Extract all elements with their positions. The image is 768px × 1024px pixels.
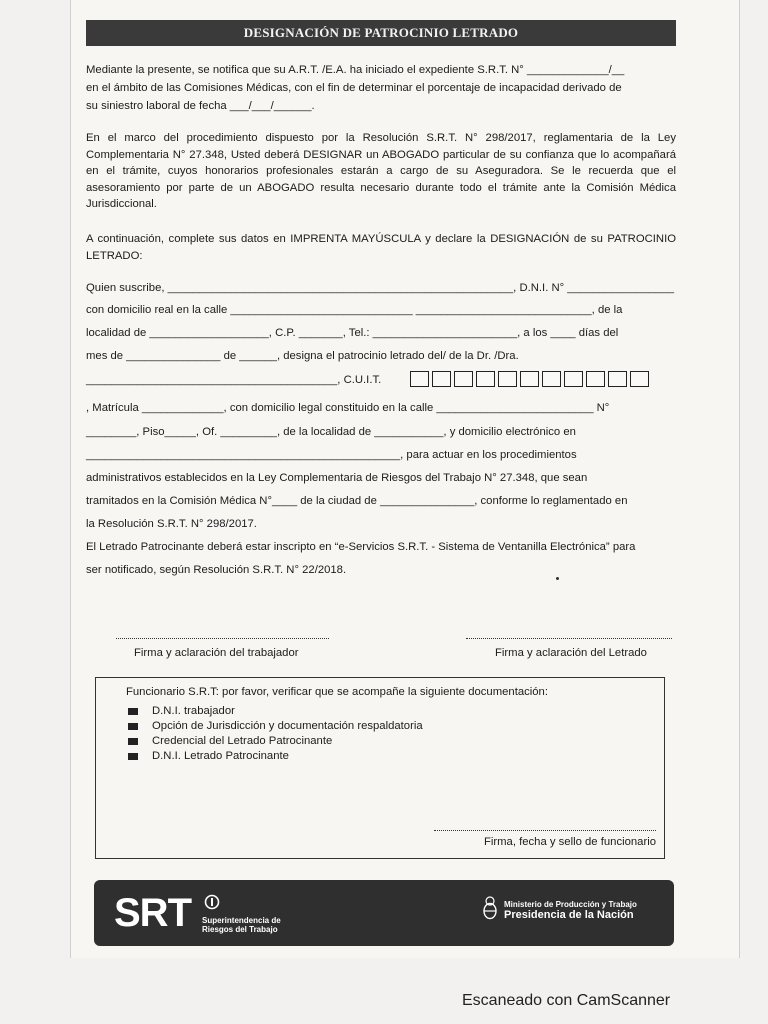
form-line-eservices: El Letrado Patrocinante deberá estar inscripto en “e-Servicios S.R.T. - Sistema de Ventanilla Electrónica” para <box>86 541 636 553</box>
cuit-digit-box[interactable] <box>542 371 561 387</box>
form-line-name: Quien suscribe, _______________________________________________________, D.N.I. N° _________________ <box>86 282 675 294</box>
form-line-piso: ________, Piso_____, Of. _________, de la localidad de ___________, y domicilio electrónico en <box>86 426 576 438</box>
checkbox-square-icon[interactable] <box>128 738 138 745</box>
form-line-resolution: la Resolución S.R.T. N° 298/2017. <box>86 518 257 530</box>
ministry-name <box>504 900 637 920</box>
footer-banner <box>94 880 674 946</box>
instructions-paragraph: A continuación, complete sus datos en IMPRENTA MAYÚSCULA y declare la DESIGNACIÓN de su PATROCINIO LETRADO: <box>86 233 676 262</box>
list-item[interactable] <box>128 719 423 734</box>
cuit-digit-box[interactable] <box>498 371 517 387</box>
srt-logo: SRT <box>114 891 191 935</box>
form-line-email: __________________________________________________, para actuar en los procedimientos <box>86 449 577 461</box>
worker-signature-line[interactable] <box>116 638 329 639</box>
ministry-line-1: Ministerio de Producción y Trabajo <box>504 900 637 909</box>
framework-paragraph: En el marco del procedimiento dispuesto por la Resolución S.R.T. N° 298/2017, reglamentaria de la Ley Complementaria N° 27.348, Usted deberá DESIGNAR un ABOGADO particular de su confianza que lo acompañará en el trámite, cuyos honorarios profesionales estarán a cargo de su Aseguradora. Se le recuerda que el asesoramiento por parte de un ABOGADO resulta necesario durante todo el trámite ante la Comisión Médica Jurisdiccional. <box>86 132 676 210</box>
intro-line-3: su siniestro laboral de fecha ___/___/______. <box>86 100 315 112</box>
form-line-law: administrativos establecidos en la Ley Complementaria de Riesgos del Trabajo N° 27.348, que sean <box>86 472 588 484</box>
list-item[interactable] <box>128 704 423 719</box>
document-title: DESIGNACIÓN DE PATROCINIO LETRADO <box>86 20 676 46</box>
scanner-watermark: Escaneado con CamScanner <box>462 992 671 1009</box>
checkbox-square-icon[interactable] <box>128 753 138 760</box>
intro-line-2: en el ámbito de las Comisiones Médicas, con el fin de determinar el porcentaje de incapacidad derivado de <box>86 82 622 94</box>
cuit-digit-box[interactable] <box>432 371 451 387</box>
ministry-line-2: Presidencia de la Nación <box>504 909 634 921</box>
srt-subtitle <box>202 916 281 934</box>
form-line-address: con domicilio real en la calle _____________________________ ____________________________, de la <box>86 304 623 316</box>
list-item-label: Opción de Jurisdicción y documentación respaldatoria <box>152 720 423 732</box>
list-item-label: D.N.I. Letrado Patrocinante <box>152 750 289 762</box>
national-crest-icon <box>482 896 498 920</box>
worker-signature-label: Firma y aclaración del trabajador <box>134 647 299 659</box>
cuit-digit-box[interactable] <box>476 371 495 387</box>
form-line-commission: tramitados en la Comisión Médica N°____ de la ciudad de _______________, conforme lo reglamentado en <box>86 495 628 507</box>
form-line-month: mes de _______________ de ______, designa el patrocinio letrado del/ de la Dr. /Dra. <box>86 350 519 362</box>
intro-line-1: Mediante la presente, se notifica que su A.R.T. /E.A. ha iniciado el expediente S.R.T. N° _____________/__ <box>86 64 625 76</box>
documentation-list <box>128 704 423 764</box>
srt-subtitle-line-2: Riesgos del Trabajo <box>202 925 278 934</box>
form-line-notified: ser notificado, según Resolución S.R.T. N° 22/2018. <box>86 564 347 576</box>
lawyer-signature-label: Firma y aclaración del Letrado <box>495 647 647 659</box>
list-item[interactable] <box>128 749 423 764</box>
lawyer-signature-line[interactable] <box>466 638 672 639</box>
cuit-digit-box[interactable] <box>410 371 429 387</box>
cuit-digit-box[interactable] <box>630 371 649 387</box>
official-signature-line[interactable] <box>434 830 656 831</box>
cuit-digit-box[interactable] <box>586 371 605 387</box>
cuit-digit-box[interactable] <box>454 371 473 387</box>
list-item-label: D.N.I. trabajador <box>152 705 235 717</box>
documentation-checklist-panel <box>95 677 665 859</box>
srt-subtitle-line-1: Superintendencia de <box>202 916 281 925</box>
official-signature-label: Firma, fecha y sello de funcionario <box>483 836 656 848</box>
cuit-digit-box[interactable] <box>520 371 539 387</box>
srt-emblem-icon <box>204 894 220 910</box>
cuit-digit-box[interactable] <box>564 371 583 387</box>
checkbox-square-icon[interactable] <box>128 708 138 715</box>
cuit-boxes <box>410 371 649 387</box>
form-line-cuit: ________________________________________, C.U.I.T. <box>86 374 382 386</box>
form-line-locality: localidad de ___________________, C.P. _______, Tel.: _______________________, a los ____ días del <box>86 327 619 339</box>
form-line-matricula: , Matrícula _____________, con domicilio legal constituido en la calle _________________________ N° <box>86 402 610 414</box>
list-item[interactable] <box>128 734 423 749</box>
checkbox-square-icon[interactable] <box>128 723 138 730</box>
list-item-label: Credencial del Letrado Patrocinante <box>152 735 333 747</box>
checklist-title: Funcionario S.R.T: por favor, verificar que se acompañe la siguiente documentación: <box>126 686 548 698</box>
cuit-digit-box[interactable] <box>608 371 627 387</box>
scan-speck <box>556 577 559 580</box>
